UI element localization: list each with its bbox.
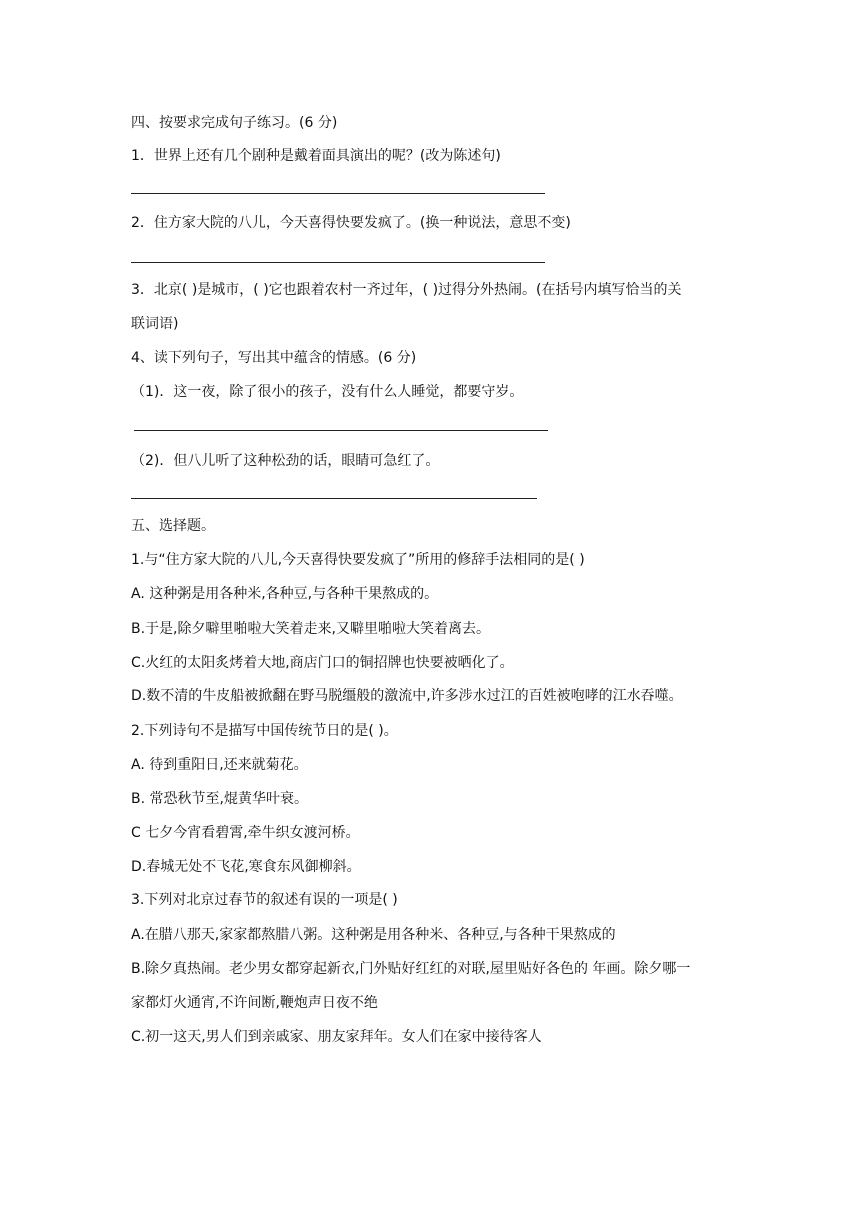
question-5-3-option-a: A.在腊八那天,家家都熬腊八粥。这种粥是用各种米、各种豆,与各种干果熬成的 xyxy=(131,927,616,943)
question-4-3-line-1: 3．北京( )是城市，( )它也跟着农村一齐过年，( )过得分外热闹。(在括号内填写恰当的关 xyxy=(131,282,682,298)
question-5-1: 1.与“住方家大院的八儿,今天喜得快要发疯了”所用的修辞手法相同的是( ) xyxy=(131,552,585,568)
question-5-3-option-b-line-2: 家都灯火通宵,不许间断,鞭炮声日夜不绝 xyxy=(131,995,378,1011)
question-5-1-option-a: A. 这种粥是用各种米,各种豆,与各种干果熬成的。 xyxy=(131,586,439,602)
answer-line[interactable] xyxy=(131,262,545,263)
question-5-2-option-a: A. 待到重阳日,还来就菊花。 xyxy=(131,757,308,773)
question-4-4: 4、读下列句子，写出其中蕴含的情感。(6 分) xyxy=(131,350,417,366)
answer-line[interactable] xyxy=(131,498,537,499)
question-5-2: 2.下列诗句不是描写中国传统节日的是( )。 xyxy=(131,723,398,739)
question-5-2-option-b: B. 常恐秋节至,焜黄华叶衰。 xyxy=(131,791,308,807)
section-4-heading: 四、按要求完成句子练习。(6 分) xyxy=(131,115,338,131)
question-4-4-2: （2)．但八儿听了这种松劲的话，眼睛可急红了。 xyxy=(131,453,440,469)
question-5-2-option-c: C 七夕今宵看碧霄,牵牛织女渡河桥。 xyxy=(131,825,360,841)
question-4-4-1: （1)．这一夜，除了很小的孩子，没有什么人睡觉，都要守岁。 xyxy=(131,384,524,400)
question-5-3-option-c: C.初一这天,男人们到亲戚家、朋友家拜年。女人们在家中接待客人 xyxy=(131,1029,542,1045)
answer-line[interactable] xyxy=(134,430,548,431)
question-5-1-option-d: D.数不清的牛皮船被掀翻在野马脱缰般的激流中,许多涉水过江的百姓被咆哮的江水吞噬。 xyxy=(131,688,683,704)
question-5-1-option-b: B.于是,除夕噼里啪啦大笑着走来,又噼里啪啦大笑着离去。 xyxy=(131,621,490,637)
question-5-1-option-c: C.火红的太阳炙烤着大地,商店门口的铜招牌也快要被晒化了。 xyxy=(131,655,514,671)
section-5-heading: 五、选择题。 xyxy=(131,518,215,534)
question-5-2-option-d: D.春城无处不飞花,寒食东风御柳斜。 xyxy=(131,859,361,875)
question-5-3-option-b-line-1: B.除夕真热闹。老少男女都穿起新衣,门外贴好红红的对联,屋里贴好各色的 年画。除夕哪一 xyxy=(131,961,691,977)
question-5-3: 3.下列对北京过春节的叙述有误的一项是( ) xyxy=(131,892,398,908)
question-4-1: 1．世界上还有几个剧种是戴着面具演出的呢？(改为陈述句) xyxy=(131,148,501,164)
answer-line[interactable] xyxy=(131,193,545,194)
question-4-2: 2．住方家大院的八儿，今天喜得快要发疯了。(换一种说法，意思不变) xyxy=(131,215,571,231)
question-4-3-line-2: 联词语) xyxy=(131,316,179,332)
